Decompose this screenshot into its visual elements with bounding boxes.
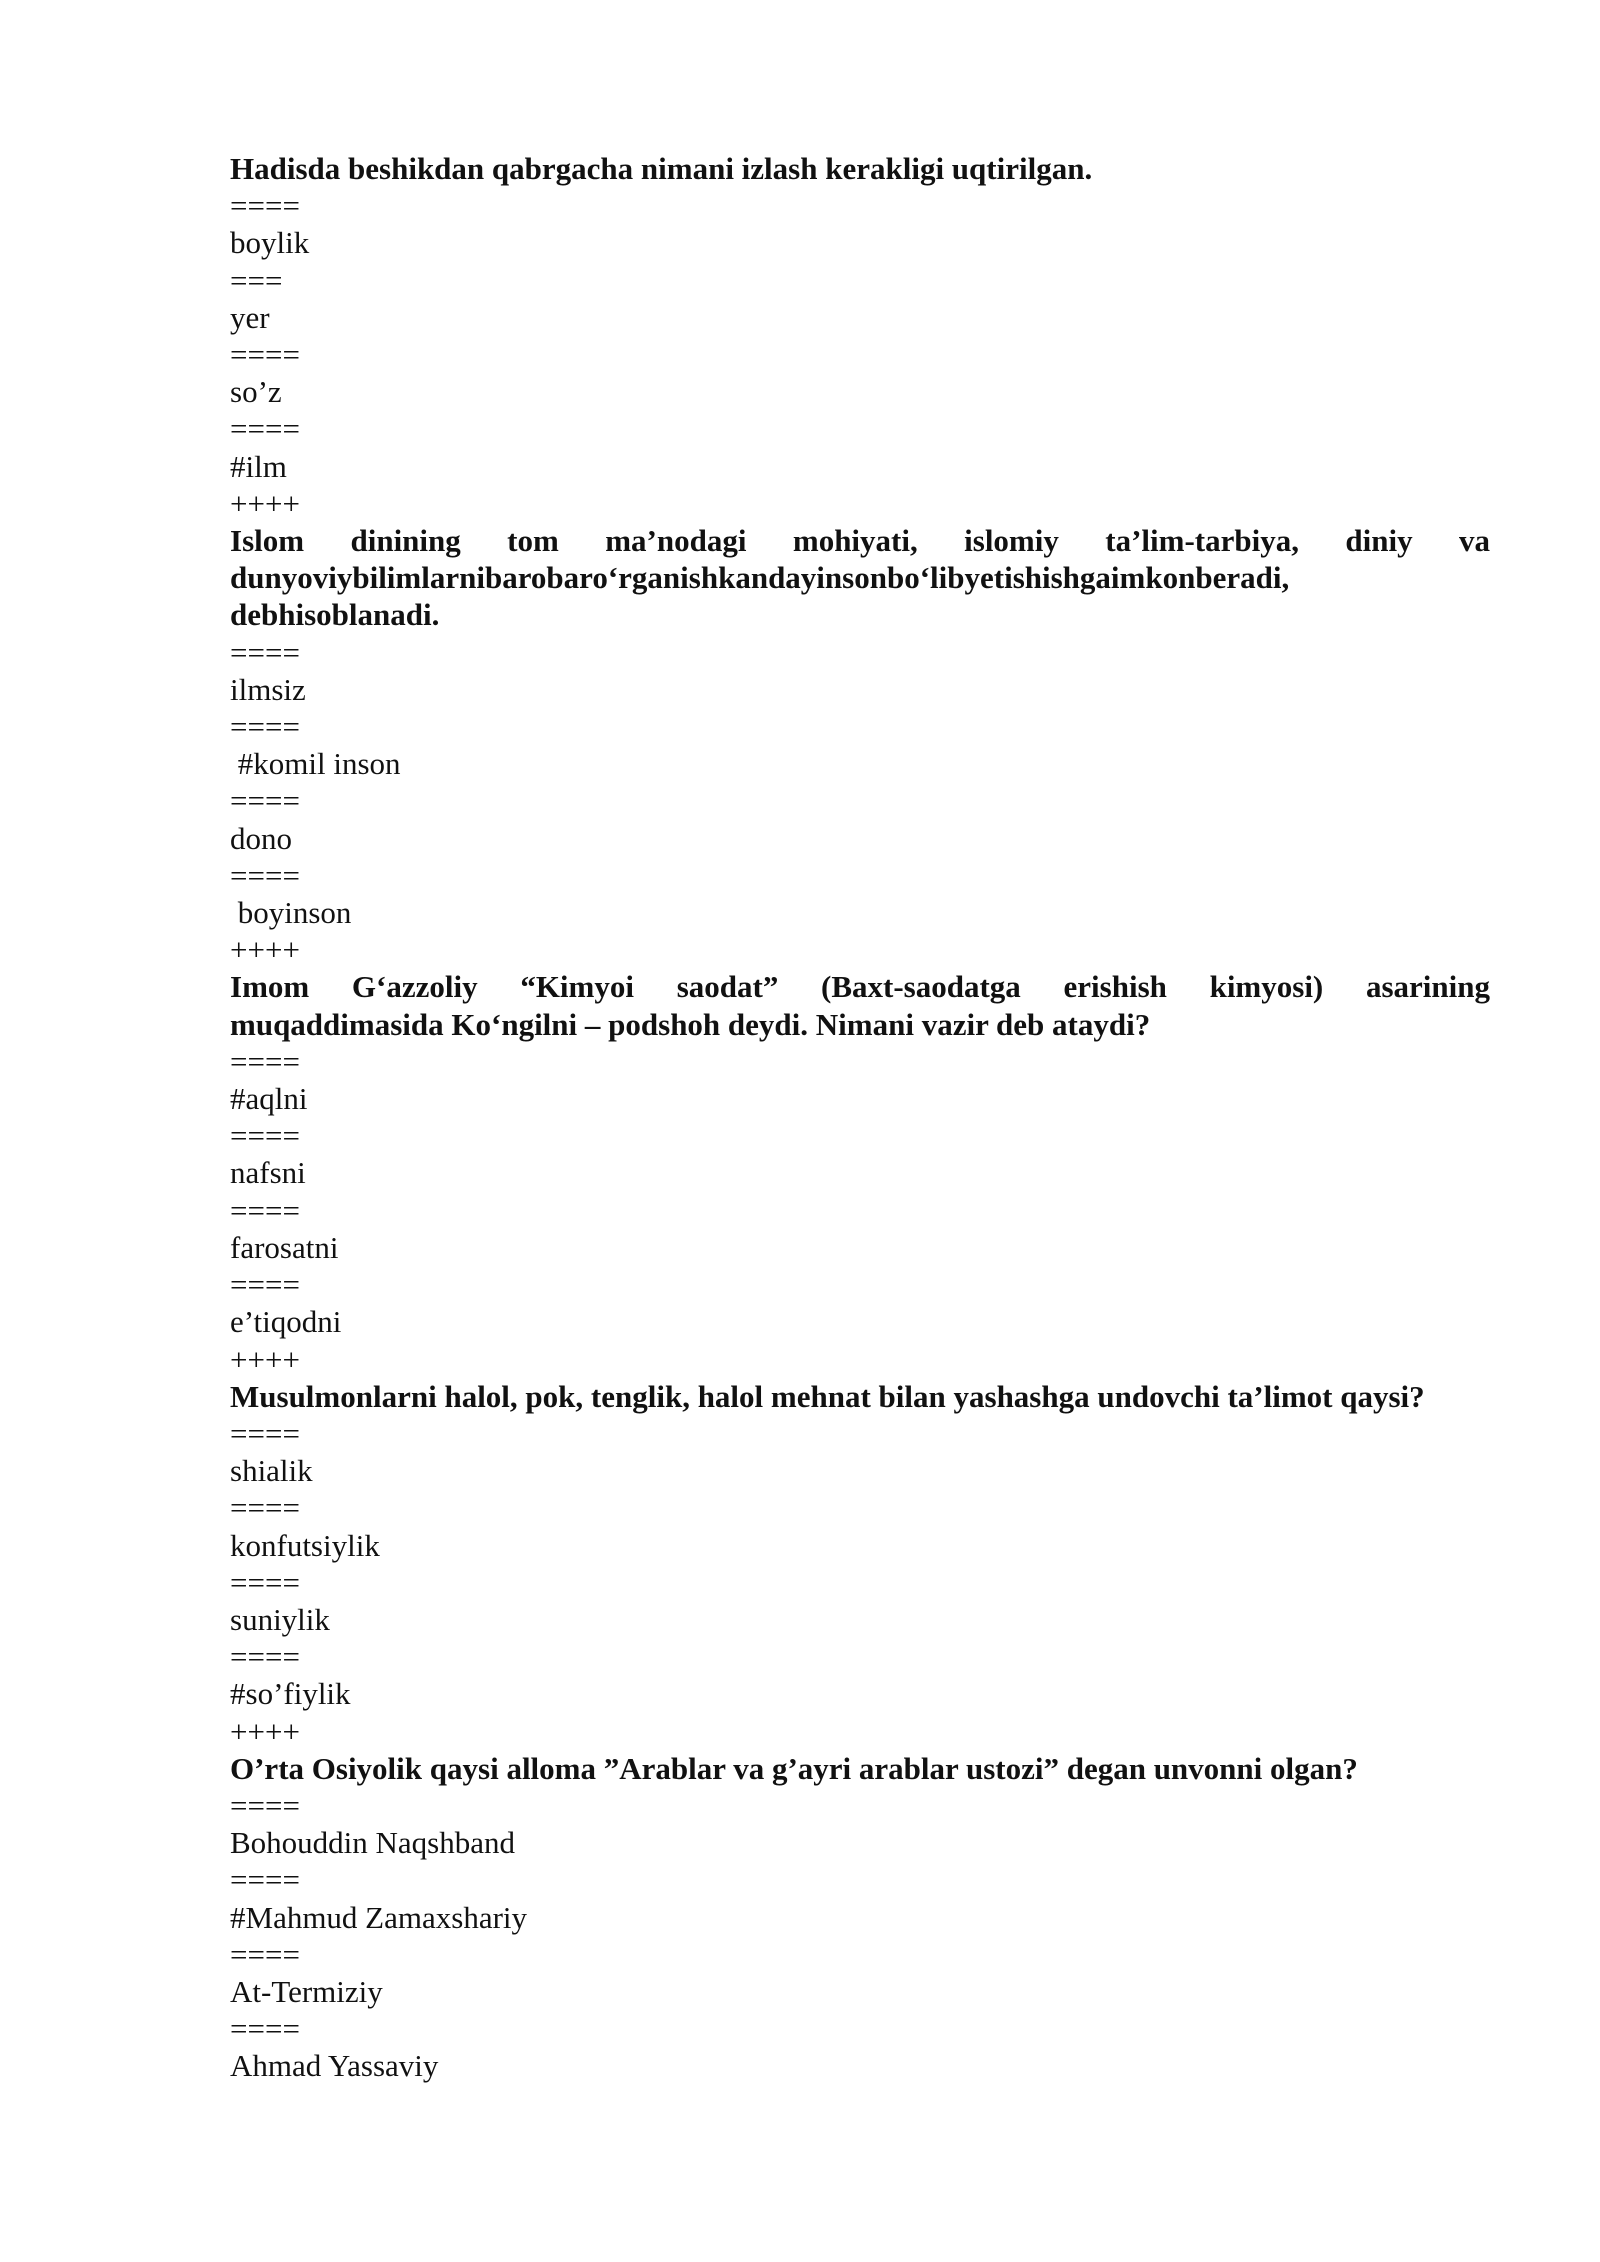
separator-line: ====	[230, 634, 300, 670]
separator-line: ====	[230, 2011, 300, 2047]
answer-option: #ilm	[230, 448, 287, 484]
separator-line: ====	[230, 1192, 300, 1228]
answer-option: konfutsiylik	[230, 1527, 380, 1563]
answer-option: #komil inson	[230, 746, 401, 782]
separator-line: ====	[230, 411, 300, 447]
separator-line: ====	[230, 1118, 300, 1154]
separator-line: ====	[230, 857, 300, 893]
answer-option: boyinson	[230, 895, 352, 931]
answer-option: #so’fiylik	[230, 1676, 351, 1712]
answer-option: farosatni	[230, 1229, 339, 1265]
answer-option: ilmsiz	[230, 671, 306, 707]
separator-line: ===	[230, 262, 283, 298]
question-line: Musulmonlarni halol, pok, tenglik, halol mehnat bilan yashashga undovchi ta’limot qaysi?	[230, 1378, 1425, 1414]
answer-option: At-Termiziy	[230, 1973, 383, 2009]
question-text	[230, 522, 1490, 634]
answer-option: suniylik	[230, 1601, 330, 1637]
question-line: Islom dinining tom ma’nodagi mohiyati, islomiy ta’lim-tarbiya, diniy va	[230, 523, 1490, 559]
answer-option: so’z	[230, 374, 282, 410]
question-line: dunyoviybilimlarnibarobaro‘rganishkandayinsonbo‘libyetishishgaimkonberadi,	[230, 560, 1290, 596]
answer-option: #Mahmud Zamaxshariy	[230, 1899, 528, 1935]
answer-option: #aqlni	[230, 1081, 308, 1117]
answer-option: boylik	[230, 225, 310, 261]
question-line: debhisoblanadi.	[230, 597, 440, 633]
separator-line: ++++	[230, 1341, 300, 1377]
answer-option: shialik	[230, 1453, 313, 1489]
question-line: Hadisda beshikdan qabrgacha nimani izlash kerakligi uqtirilgan.	[230, 151, 1093, 186]
separator-line: ====	[230, 1639, 300, 1675]
separator-line: ====	[230, 783, 300, 819]
answer-option: nafsni	[230, 1155, 306, 1191]
separator-line: ++++	[230, 485, 300, 521]
separator-line: ====	[230, 709, 300, 745]
separator-line: ====	[230, 1862, 300, 1898]
answer-option: e’tiqodni	[230, 1304, 342, 1340]
separator-line: ====	[230, 337, 300, 373]
separator-line: ====	[230, 1787, 300, 1823]
question-text	[230, 1750, 1490, 1787]
answer-option: Bohouddin Naqshband	[230, 1825, 516, 1861]
question-line: muqaddimasida Ko‘ngilni – podshoh deydi. Nimani vazir deb ataydi?	[230, 1006, 1151, 1042]
separator-line: ====	[230, 1564, 300, 1600]
separator-line: ++++	[230, 1713, 300, 1749]
answer-option: yer	[230, 299, 270, 335]
separator-line: ====	[230, 1490, 300, 1526]
question-line: Imom G‘azzoliy “Kimyoi saodat” (Baxt-saodatga erishish kimyosi) asarining	[230, 969, 1490, 1005]
separator-line: ====	[230, 1415, 300, 1451]
separator-line: ====	[230, 1267, 300, 1303]
question-text	[230, 150, 1490, 187]
question-line: O’rta Osiyolik qaysi alloma ”Arablar va g’ayri arablar ustozi” degan unvonni olgan?	[230, 1750, 1358, 1786]
separator-line: ++++	[230, 932, 300, 968]
separator-line: ====	[230, 188, 300, 224]
question-text	[230, 1378, 1490, 1415]
question-text	[230, 968, 1490, 1042]
separator-line: ====	[230, 1936, 300, 1972]
answer-option: dono	[230, 820, 292, 856]
separator-line: ====	[230, 1043, 300, 1079]
answer-option: Ahmad Yassaviy	[230, 2048, 439, 2084]
test-document	[230, 150, 1490, 2085]
